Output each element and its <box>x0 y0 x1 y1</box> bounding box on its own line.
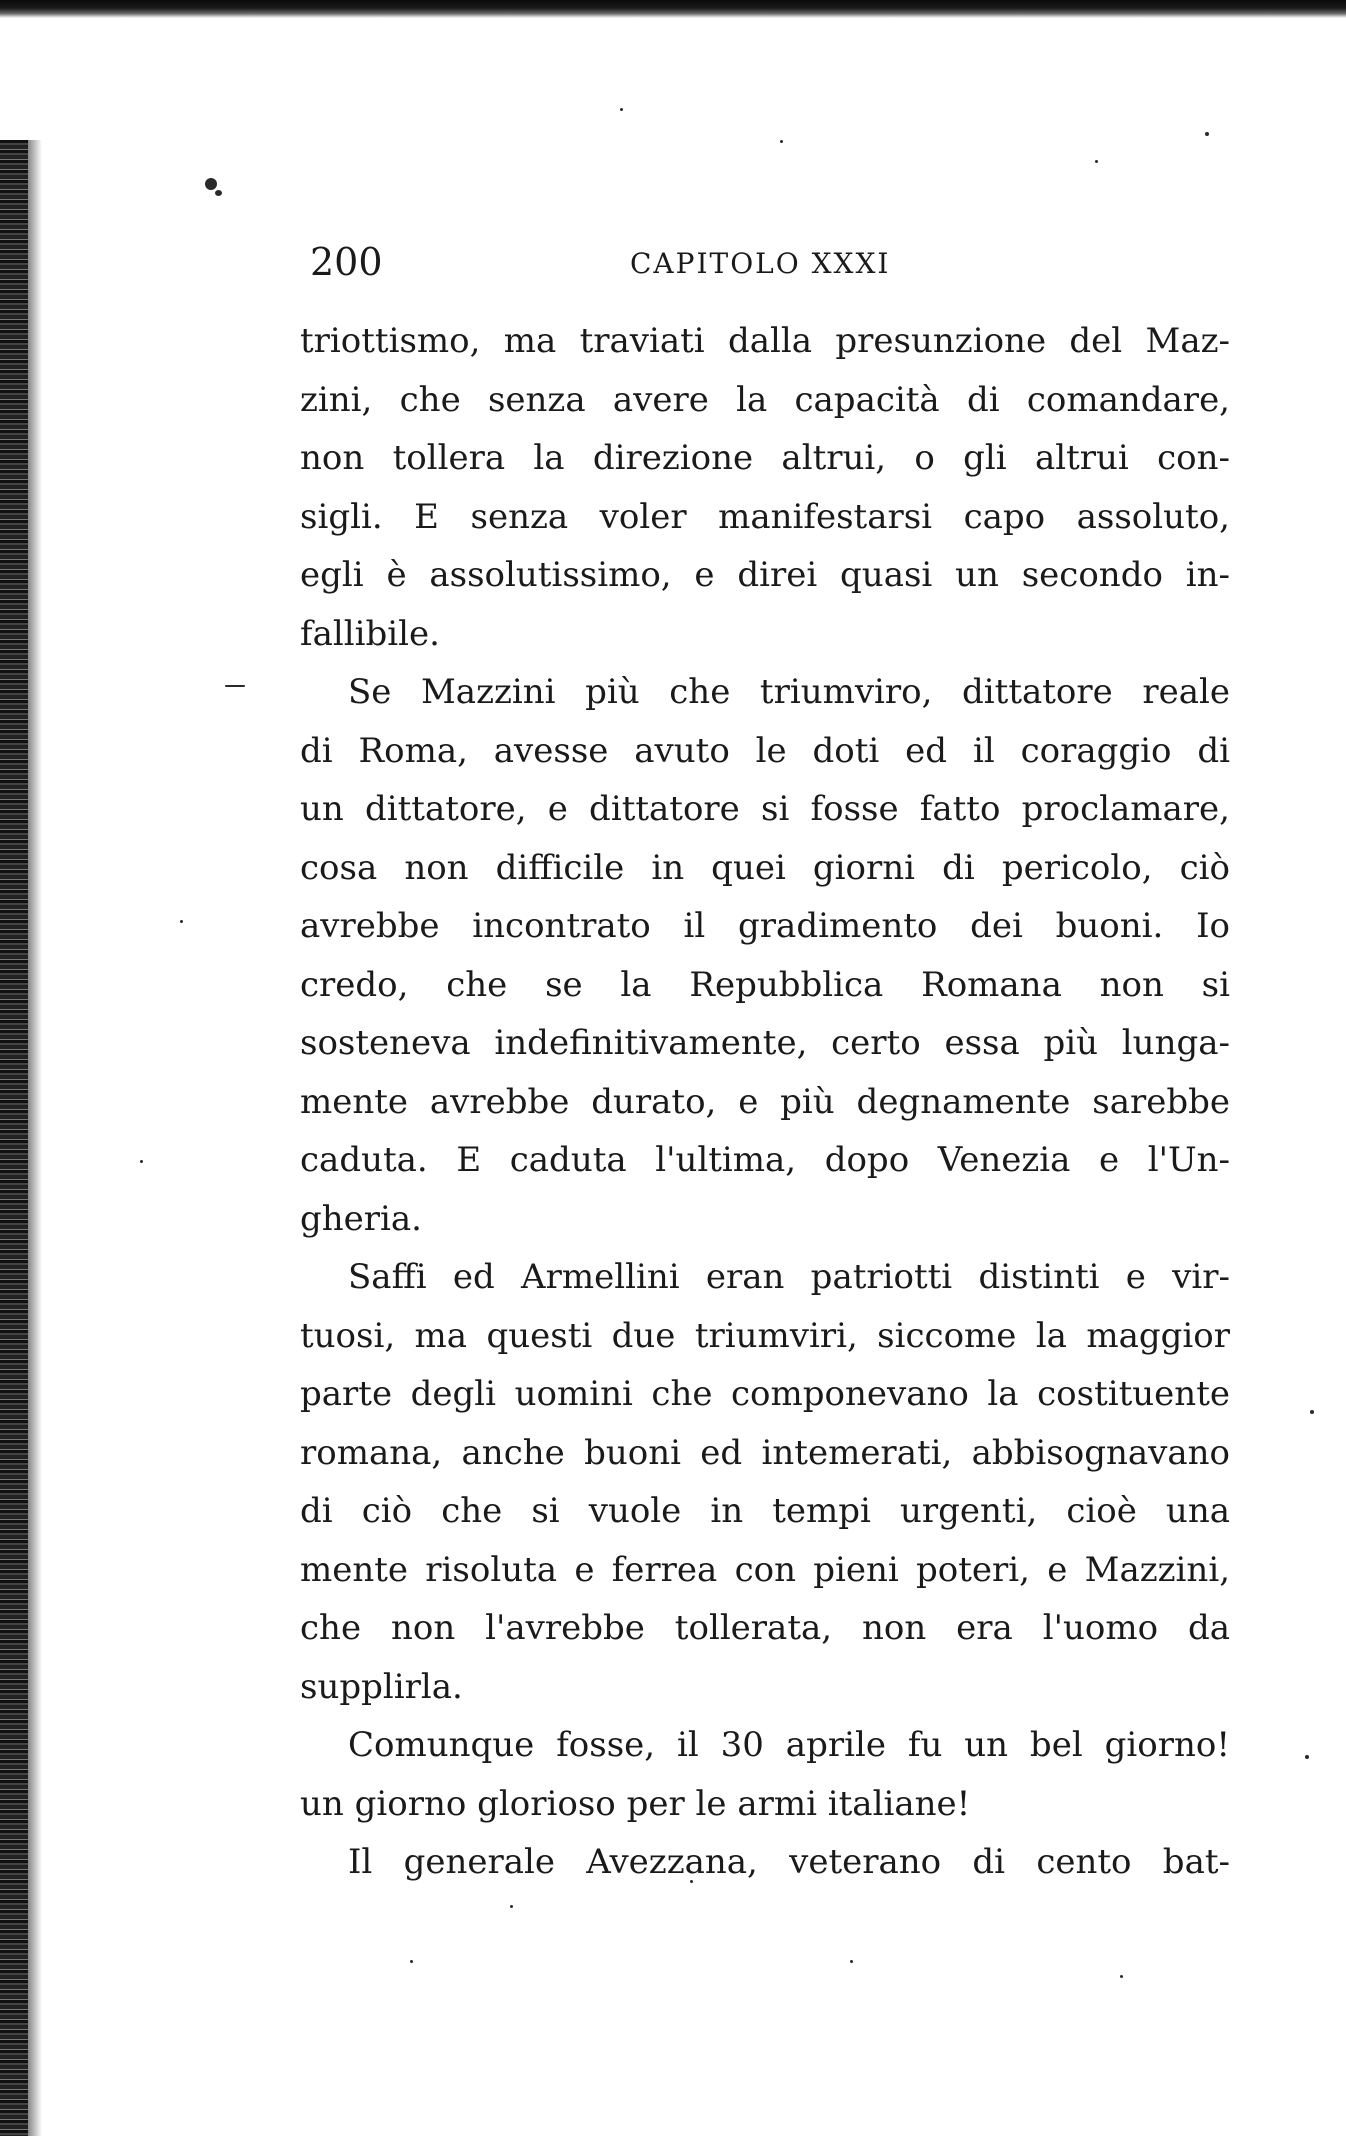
text-line: Il generale Avezzana, veterano di cento bat- <box>348 1842 1230 1882</box>
scan-top-edge <box>0 0 1346 18</box>
text-line: di Roma, avesse avuto le doti ed il coraggio di <box>300 730 1230 771</box>
scan-speck <box>620 108 623 111</box>
text-line: un dittatore, e dittatore si fosse fatto proclamare, <box>300 789 1230 829</box>
text-line: che non l'avrebbe tollerata, non era l'uomo da <box>300 1608 1230 1648</box>
scan-speck <box>1310 1410 1314 1414</box>
scan-speck <box>180 920 183 923</box>
paragraph <box>300 1716 1230 1833</box>
page-header <box>310 240 1210 288</box>
paragraph <box>300 1248 1230 1716</box>
page-number: 200 <box>310 240 383 284</box>
paragraph <box>300 1833 1230 1892</box>
text-line: Saffi ed Armellini eran patriotti distinti e vir- <box>348 1257 1230 1297</box>
scan-speck <box>1205 132 1209 136</box>
text-line: non tollera la direzione altrui, o gli altrui con- <box>300 438 1230 478</box>
scan-spine-fade <box>28 140 42 2136</box>
text-line: credo, che se la Repubblica Romana non si <box>300 964 1230 1005</box>
scan-speck <box>140 1160 143 1163</box>
scan-speck <box>225 685 245 687</box>
scan-speck <box>850 1960 853 1963</box>
text-line: avrebbe incontrato il gradimento dei buoni. Io <box>300 906 1230 946</box>
text-line: caduta. E caduta l'ultima, dopo Venezia e l'Un- <box>300 1140 1230 1180</box>
text-line: supplirla. <box>300 1666 463 1707</box>
text-line: Comunque fosse, il 30 aprile fu un bel giorno! <box>348 1725 1230 1765</box>
running-head: CAPITOLO XXXI <box>630 247 891 280</box>
scan-speck <box>1305 1755 1309 1759</box>
text-line: zini, che senza avere la capacità di comandare, <box>300 379 1230 420</box>
scan-speck <box>215 190 222 196</box>
body-text <box>300 312 1230 1892</box>
scan-speck <box>205 178 217 190</box>
text-line: mente avrebbe durato, e più degnamente sarebbe <box>300 1081 1230 1122</box>
scan-speck <box>1120 1975 1123 1978</box>
text-line: fallibile. <box>300 613 440 654</box>
text-line: cosa non difficile in quei giorni di pericolo, ciò <box>300 847 1230 888</box>
text-line: di ciò che si vuole in tempi urgenti, cioè una <box>300 1491 1230 1531</box>
scan-spine-shadow <box>0 140 28 2136</box>
text-line: mente risoluta e ferrea con pieni poteri, e Mazzini, <box>300 1549 1230 1590</box>
text-line: Se Mazzini più che triumviro, dittatore reale <box>348 672 1230 712</box>
paragraph <box>300 663 1230 1248</box>
text-line: parte degli uomini che componevano la costituente <box>300 1374 1230 1414</box>
text-line: sigli. E senza voler manifestarsi capo assoluto, <box>300 496 1230 537</box>
text-line: gheria. <box>300 1198 422 1239</box>
text-line: un giorno glorioso per le armi italiane! <box>300 1783 971 1824</box>
text-line: triottismo, ma traviati dalla presunzione del Maz- <box>300 321 1230 361</box>
text-line: romana, anche buoni ed intemerati, abbisognavano <box>300 1432 1230 1473</box>
paragraph <box>300 312 1230 663</box>
text-line: egli è assolutissimo, e direi quasi un secondo in- <box>300 555 1230 595</box>
text-line: tuosi, ma questi due triumviri, siccome la maggior <box>300 1315 1230 1356</box>
scan-speck <box>1095 160 1098 163</box>
scan-speck <box>510 1905 513 1908</box>
scan-speck <box>410 1960 413 1963</box>
scan-speck <box>780 140 783 143</box>
text-line: sosteneva indefinitivamente, certo essa più lunga- <box>300 1023 1230 1063</box>
